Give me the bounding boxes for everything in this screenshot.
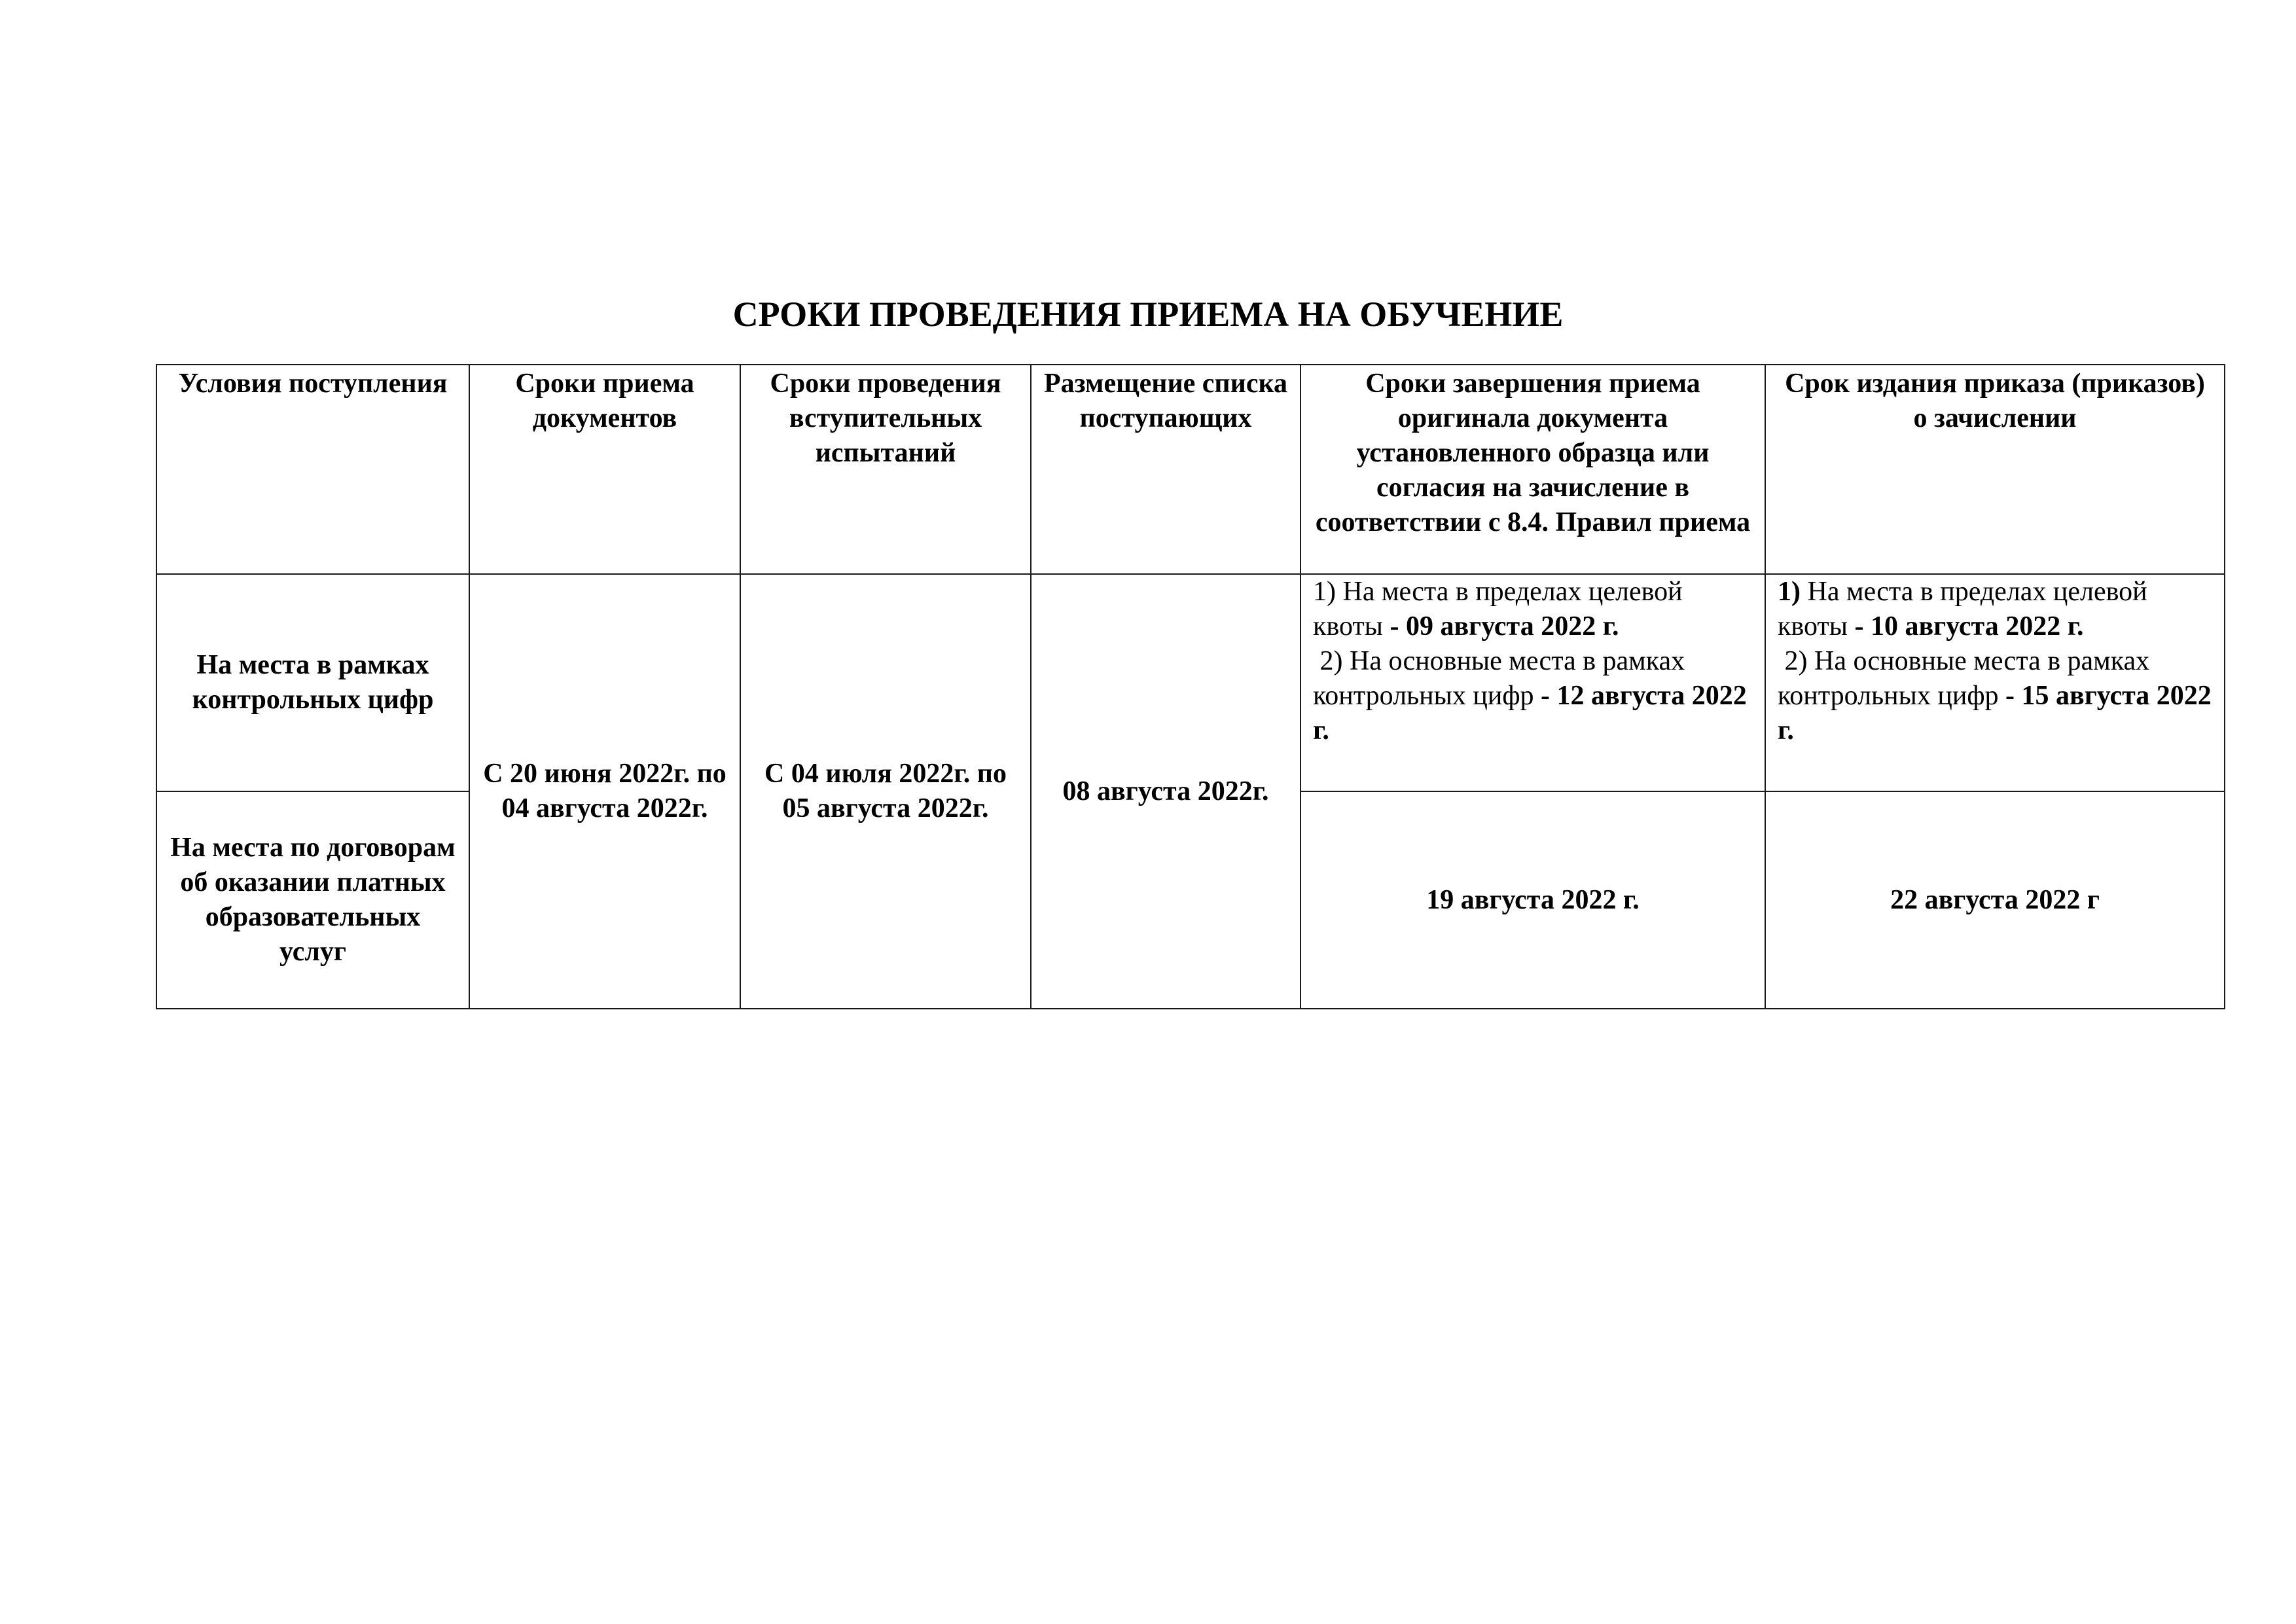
order-item-1-date: - 10 августа 2022 г. [1847, 611, 2084, 641]
admission-schedule-table [156, 364, 2225, 1009]
order-item-1-text: На места в пределах целевой квоты [1778, 577, 2147, 641]
header-documents-period: Сроки приема документов [469, 365, 740, 574]
completion-item-1-date: - 09 августа 2022 г. [1382, 611, 1619, 641]
page-title: СРОКИ ПРОВЕДЕНИЯ ПРИЕМА НА ОБУЧЕНИЕ [732, 295, 1564, 334]
exams-period-cell: С 04 июля 2022г. по 05 августа 2022г. [740, 574, 1031, 1009]
header-completion: Сроки завершения приема оригинала документа установленного образца или согласия на зачисление в соответствии с 8.4. Правил приема [1300, 365, 1765, 574]
completion-paid-cell: 19 августа 2022 г. [1300, 791, 1765, 1009]
order-paid-cell: 22 августа 2022 г [1765, 791, 2225, 1009]
header-list-posting: Размещение списка поступающих [1031, 365, 1300, 574]
condition-budget: На места в рамках контрольных цифр [156, 574, 469, 791]
order-item-2 [1778, 644, 2212, 748]
completion-item-1-text: 1) На места в пределах целевой квоты [1313, 577, 1683, 641]
completion-budget-cell [1300, 574, 1765, 791]
order-item-2-text: 2) На основные места в рамках контрольных цифр [1778, 646, 2150, 711]
completion-item-1 [1313, 575, 1753, 644]
header-conditions: Условия поступления [156, 365, 469, 574]
order-budget-cell [1765, 574, 2225, 791]
table-row [156, 574, 2225, 791]
table-header-row [156, 365, 2225, 574]
list-posting-cell: 08 августа 2022г. [1031, 574, 1300, 1009]
completion-item-2 [1313, 644, 1753, 748]
completion-item-2-text: 2) На основные места в рамках контрольных цифр [1313, 646, 1685, 711]
header-exams-period: Сроки проведения вступительных испытаний [740, 365, 1031, 574]
condition-paid: На места по договорам об оказании платных образовательных услуг [156, 791, 469, 1009]
completion-item-2-date: - 12 августа 2022 г. [1313, 681, 1747, 746]
documents-period-cell: С 20 июня 2022г. по 04 августа 2022г. [469, 574, 740, 1009]
order-item-2-date: - 15 августа 2022 г. [1778, 681, 2212, 746]
order-item-1 [1778, 575, 2212, 644]
header-order: Срок издания приказа (приказов) о зачислении [1765, 365, 2225, 574]
order-item-1-number: 1) [1778, 577, 1801, 607]
